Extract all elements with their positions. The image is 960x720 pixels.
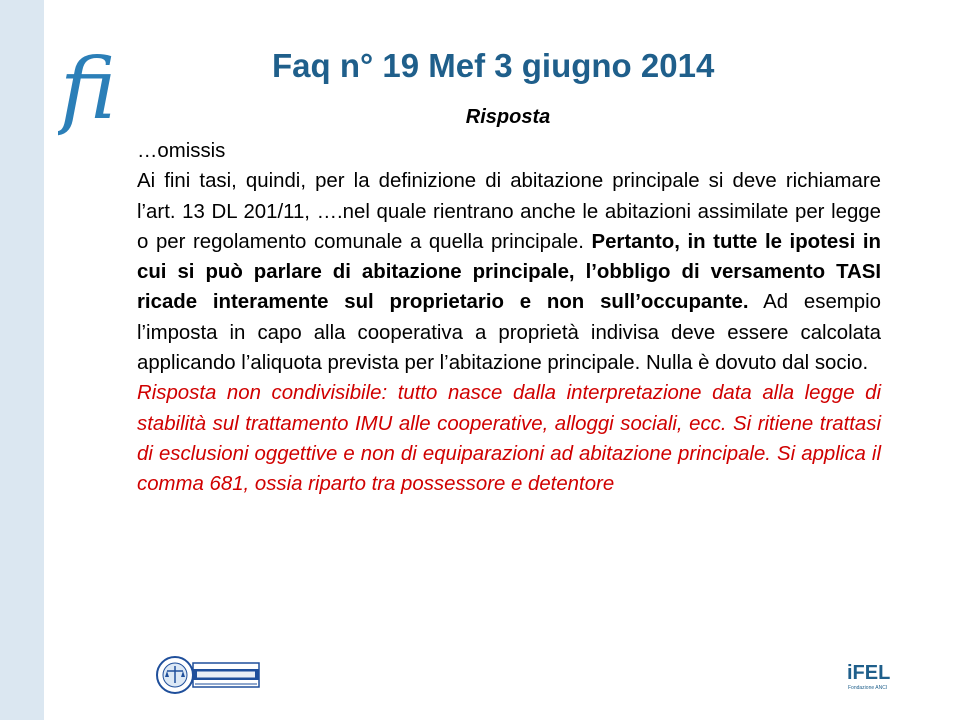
omissis-line: …omissis [137, 140, 226, 162]
svg-text:ﬁ: ﬁ [60, 46, 117, 138]
answer-text-bold: Pertanto, in tutte le ipotesi in cui si può parlare di abitazione principale, l’obbligo di versamento TASI ricade interamente sul proprietario e non sull’occupante. [137, 230, 881, 314]
comment-paragraph: Risposta non condivisibile: tutto nasce dalla interpretazione data alla legge di stabilità sul trattamento IMU alle cooperative, alloggi sociali, ecc. Si ritiene trattasi di esclusioni oggettive e non di equiparazioni ad abitazione principale. Si applica il comma 681, ossia riparto tra possessore e detentore [137, 382, 881, 496]
answer-text-part1: Ai fini tasi, quindi, per la definizione di abitazione principale si deve richiamare l’art. 13 DL 201/11, ….nel quale rientrano anche le abitazioni assimilate per legge o per regolamento comunale a quella principale. [137, 170, 881, 253]
slide-subtitle: Risposta [465, 106, 551, 128]
answer-paragraph [137, 166, 881, 378]
anutel-logo-icon [155, 655, 261, 695]
slide-title: Faq n° 19 Mef 3 giugno 2014 [272, 47, 715, 84]
ifel-logo-subtext: Fondazione ANCI [848, 685, 888, 691]
ifel-logo-icon [846, 655, 894, 699]
slide-body [137, 136, 881, 500]
answer-text-part2: Ad esempio l’imposta in capo alla cooperativa a proprietà indivisa deve essere calcolata applicando l’aliquota prevista per l’abitazione principale. Nulla è dovuto dal socio. [137, 291, 881, 375]
ifel-logo-text: iFEL [847, 662, 891, 684]
